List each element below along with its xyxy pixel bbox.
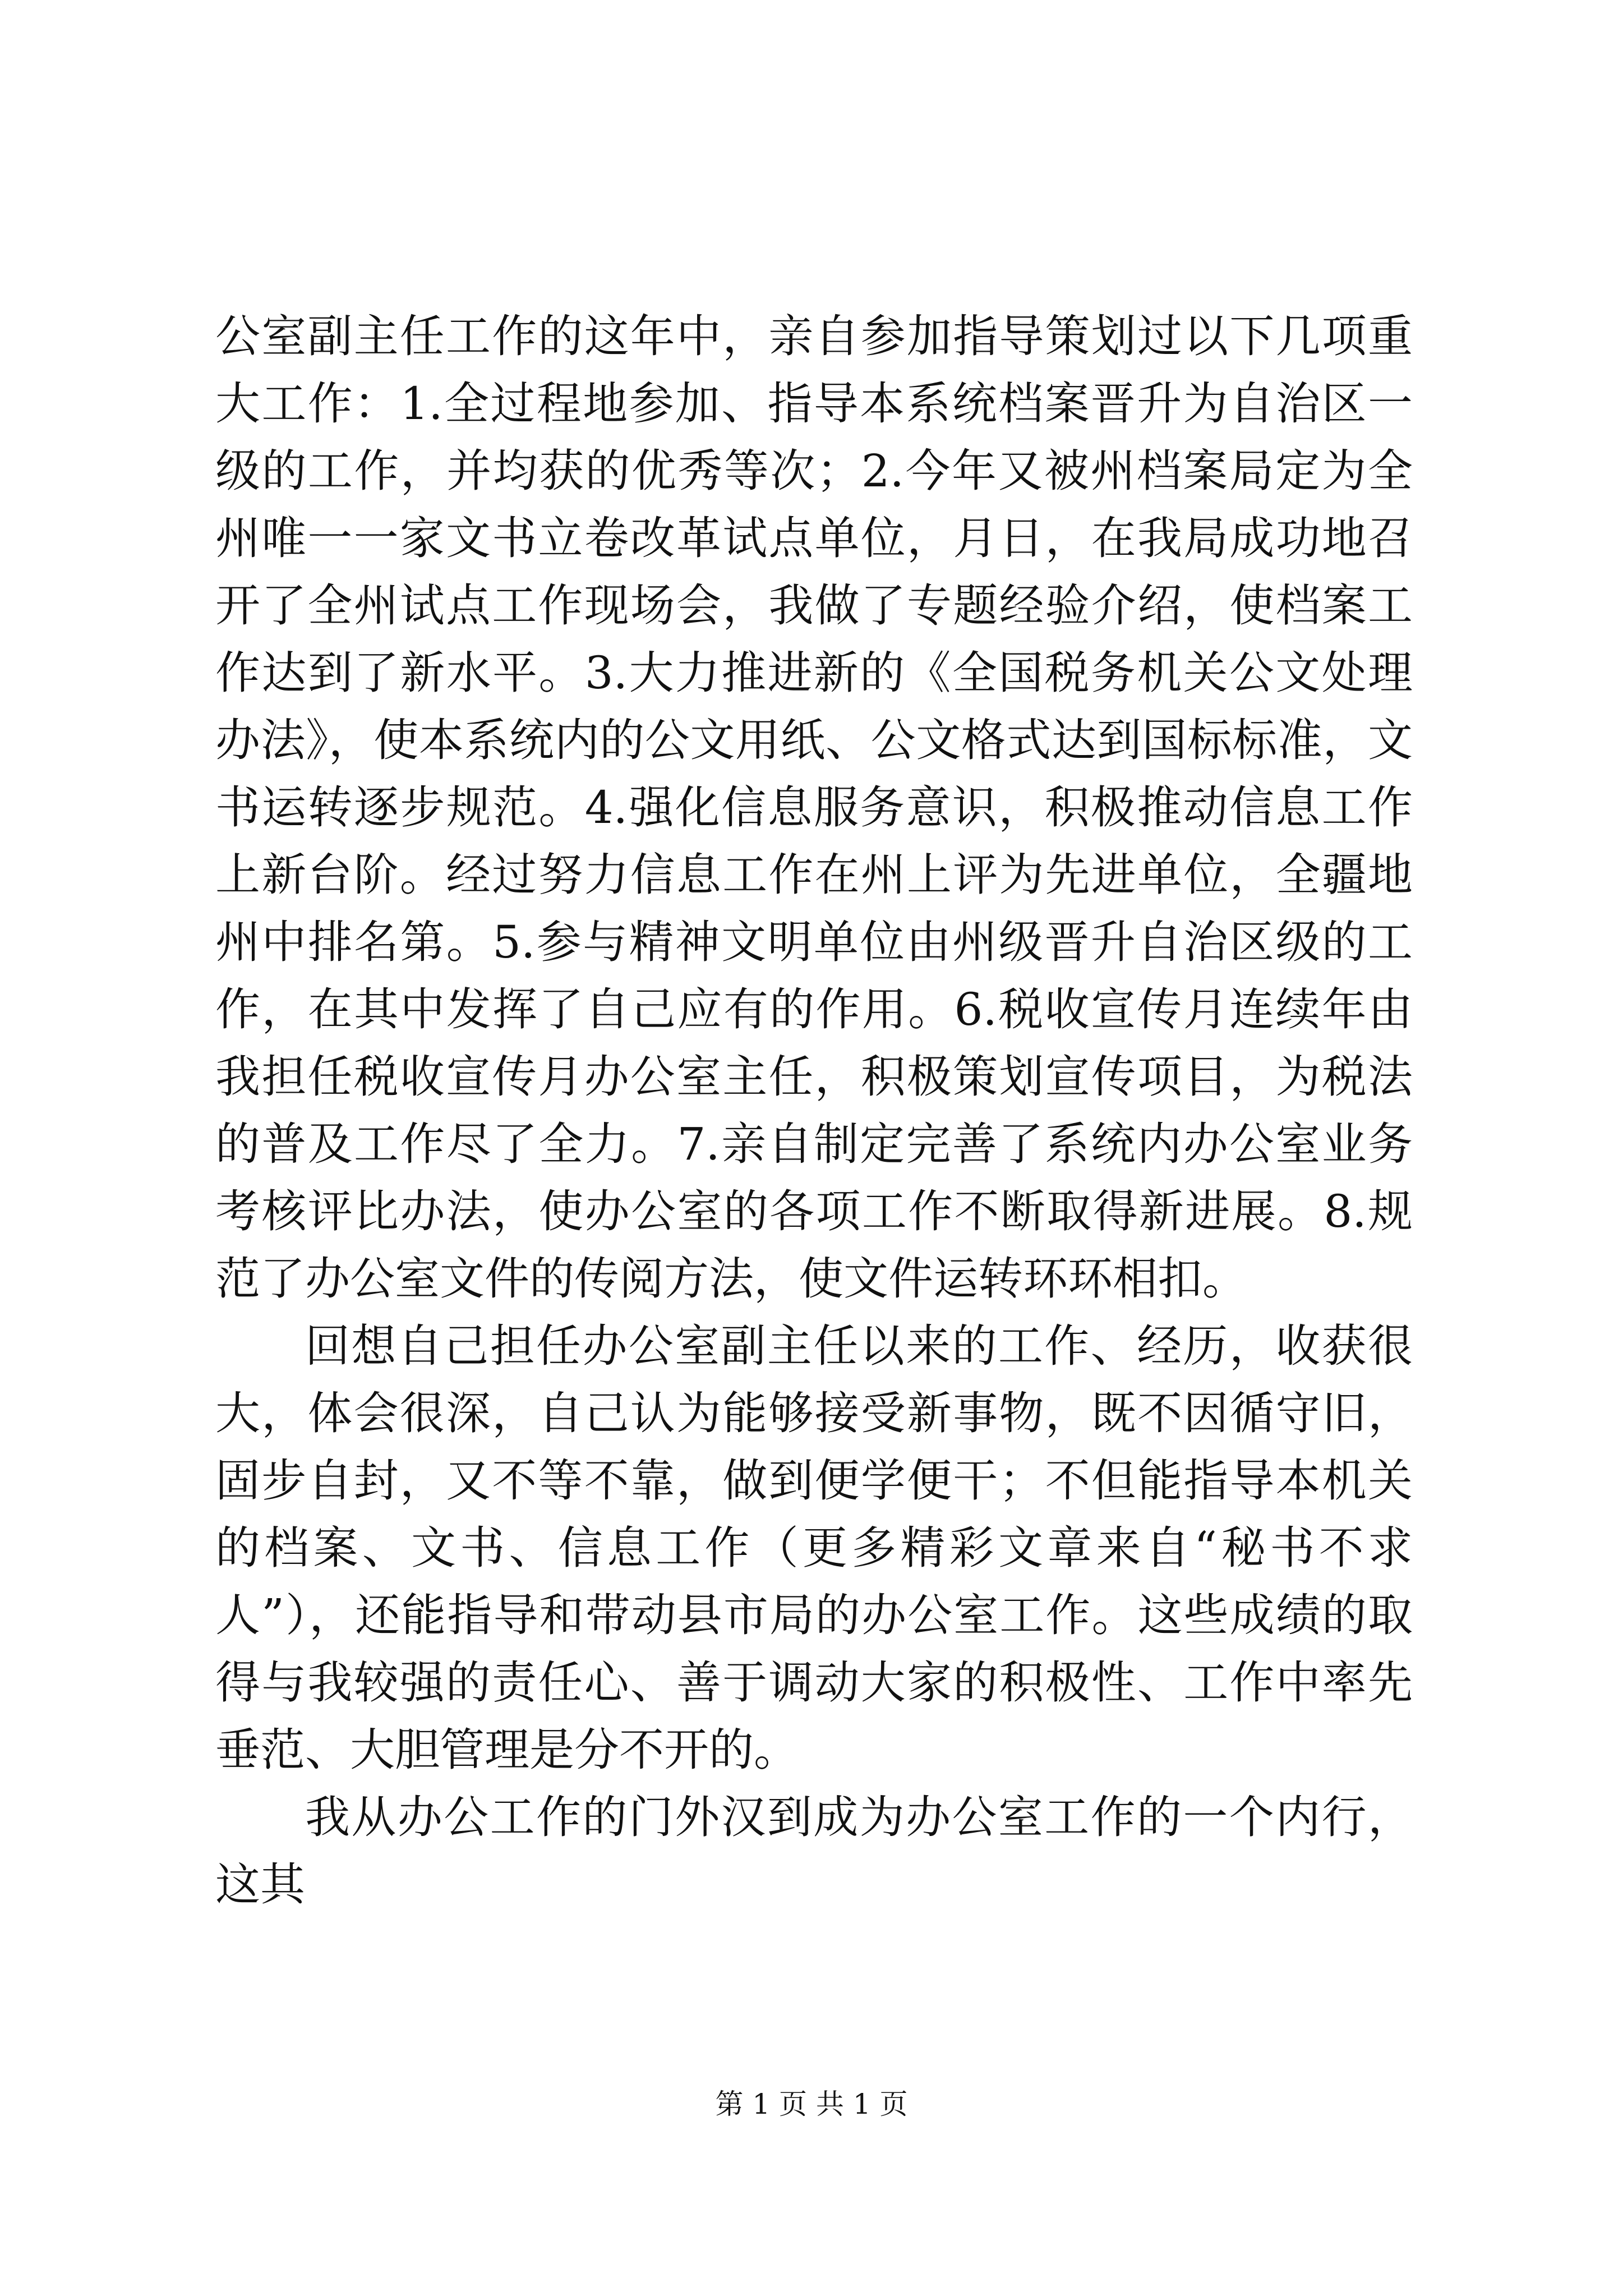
document-body [215, 303, 1413, 1918]
page-footer: 第 1 页 共 1 页 [715, 2088, 908, 2120]
paragraph-1: 公室副主任工作的这年中，亲自参加指导策划过以下几项重大工作：1.全过程地参加、指导本系统档案晋升为自治区一级的工作，并均获的优秀等次；2.今年又被州档案局定为全州唯一一家文书立卷改革试点单位，月日，在我局成功地召开了全州试点工作现场会，我做了专题经验介绍，使档案工作达到了新水平。3.大力推进新的《全国税务机关公文处理办法》，使本系统内的公文用纸、公文格式达到国标标准，文书运转逐步规范。4.强化信息服务意识，积极推动信息工作上新台阶。经过努力信息工作在州上评为先进单位，全疆地州中排名第。5.参与精神文明单位由州级晋升自治区级的工作，在其中发挥了自己应有的作用。6.税收宣传月连续年由我担任税收宣传月办公室主任，积极策划宣传项目，为税法的普及工作尽了全力。7.亲自制定完善了系统内办公室业务考核评比办法，使办公室的各项工作不断取得新进展。8.规范了办公室文件的传阅方法，使文件运转环环相扣。 [215, 310, 1413, 1305]
paragraph-2: 回想自己担任办公室副主任以来的工作、经历，收获很大，体会很深，自己认为能够接受新事物，既不因循守旧，固步自封，又不等不靠，做到便学便干；不但能指导本机关的档案、文书、信息工作（更多精彩文章来自“秘书不求人”），还能指导和带动县市局的办公室工作。这些成绩的取得与我较强的责任心、善于调动大家的积极性、工作中率先垂范、大胆管理是分不开的。 [215, 1320, 1413, 1776]
paragraph-3: 我从办公工作的门外汉到成为办公室工作的一个内行，这其 [215, 1791, 1413, 1911]
